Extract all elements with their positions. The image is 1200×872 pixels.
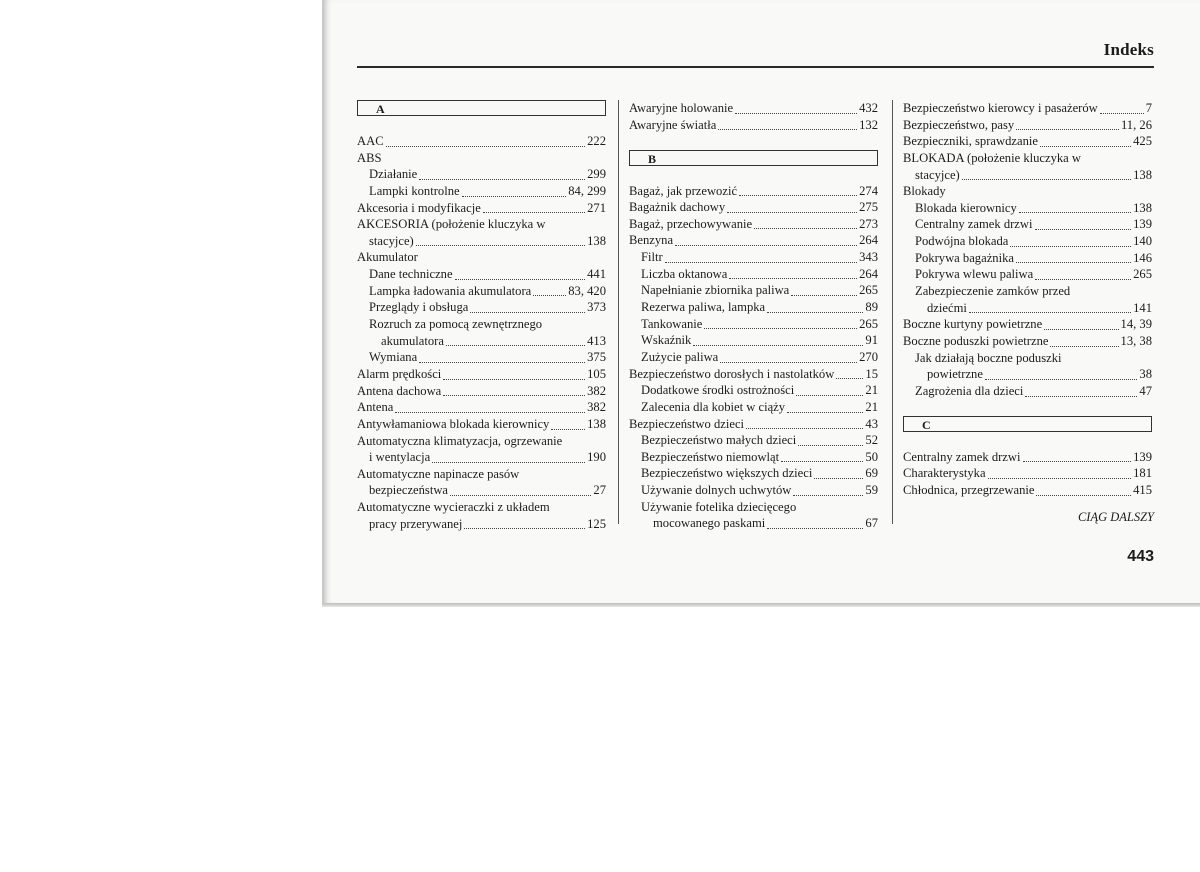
index-entry (357, 399, 606, 416)
index-entry (903, 465, 1152, 482)
leader-dots (693, 345, 863, 346)
index-entry (357, 183, 606, 200)
leader-dots (1050, 346, 1118, 347)
index-entry-term: Lampki kontrolne (369, 183, 460, 198)
leader-dots (962, 179, 1131, 180)
index-entry-page: 132 (859, 117, 878, 132)
index-entry (629, 249, 878, 266)
leader-dots (720, 362, 857, 363)
index-entry-term: Bagaż, jak przewozić (629, 183, 738, 198)
index-entry-term: Antywłamaniowa blokada kierownicy (357, 416, 550, 431)
index-entry (629, 465, 878, 482)
index-entry (357, 266, 606, 283)
index-entry (357, 200, 606, 217)
index-entry (903, 233, 1152, 250)
index-entry (629, 100, 878, 117)
leader-dots (739, 195, 857, 196)
index-entry-page: 375 (587, 350, 606, 365)
index-entry-term: Bagaż, przechowywanie (629, 216, 753, 231)
index-entry-term: AAC (357, 134, 384, 148)
index-entry-term: Napełnianie zbiornika paliwa (641, 283, 790, 298)
index-entry-term: bezpieczeństwa (369, 483, 449, 498)
index-entry (357, 166, 606, 183)
index-entry (357, 366, 606, 383)
index-entry-term: Jak działają boczne poduszki (915, 350, 1062, 365)
index-entry-page: 382 (587, 383, 606, 398)
header-divider (357, 66, 1154, 68)
index-entry-term: Zabezpieczenie zamków przed (915, 284, 1071, 299)
index-entry (357, 482, 606, 499)
leader-dots (787, 412, 863, 413)
leader-dots (798, 445, 863, 446)
leader-dots (1100, 113, 1144, 114)
index-entry (903, 333, 1152, 350)
index-entry-page: 138 (1133, 200, 1152, 215)
index-entry-page: 59 (865, 483, 878, 498)
index-entry-term: Używanie dolnych uchwytów (641, 483, 792, 498)
index-entry-term: Zużycie paliwa (641, 349, 719, 364)
leader-dots (1016, 262, 1131, 263)
index-entry-term: dziećmi (927, 300, 967, 315)
index-entry-term: Bezpieczeństwo kierowcy i pasażerów (903, 101, 1098, 115)
index-entry (903, 100, 1152, 117)
index-column-3 (903, 100, 1152, 499)
index-entry-term: Zalecenia dla kobiet w ciąży (641, 399, 786, 414)
index-entry (357, 316, 606, 333)
leader-dots (727, 212, 857, 213)
index-entry-page: 415 (1133, 483, 1152, 498)
index-entry-page: 141 (1133, 300, 1152, 315)
leader-dots (464, 528, 585, 529)
index-entry (629, 449, 878, 466)
leader-dots (446, 345, 585, 346)
leader-dots (1040, 146, 1131, 147)
index-entry-page: 265 (1133, 267, 1152, 282)
index-entry (903, 266, 1152, 283)
index-entry-term: Boczne kurtyny powietrzne (903, 317, 1043, 332)
index-entry-page: 271 (587, 200, 606, 215)
index-entry-term: Filtr (641, 250, 663, 265)
index-entry (357, 466, 606, 483)
index-entry-page: 441 (587, 267, 606, 282)
index-entry-term: Boczne poduszki powietrzne (903, 333, 1049, 348)
index-entry (357, 499, 606, 516)
section-letter-box: B (629, 150, 878, 166)
index-entry-page: 265 (859, 283, 878, 298)
index-entry-page: 38 (1139, 367, 1152, 382)
index-entry-page: 47 (1139, 383, 1152, 398)
index-entry (903, 383, 1152, 400)
index-entry (357, 433, 606, 450)
index-entry (629, 199, 878, 216)
index-entry-page: 52 (865, 433, 878, 448)
index-entry (357, 349, 606, 366)
index-entry-page: 265 (859, 316, 878, 331)
leader-dots (1035, 229, 1132, 230)
index-entry-page: 343 (859, 250, 878, 265)
index-entry (629, 216, 878, 233)
index-entry (629, 266, 878, 283)
leader-dots (386, 146, 586, 147)
index-entry-page: 43 (865, 416, 878, 431)
leader-dots (729, 278, 857, 279)
index-entry (629, 332, 878, 349)
leader-dots (470, 312, 585, 313)
index-entry-term: Tankowanie (641, 316, 703, 331)
index-entry (903, 449, 1152, 466)
index-entry-term: Alarm prędkości (357, 366, 442, 381)
index-entry-term: Przeglądy i obsługa (369, 300, 469, 315)
index-entry (357, 283, 606, 300)
index-entry (903, 167, 1152, 184)
index-entry-page: 432 (859, 101, 878, 115)
index-entry-term: Chłodnica, przegrzewanie (903, 483, 1035, 498)
index-entry-term: mocowanego paskami (653, 516, 766, 531)
index-entry-term: Wymiana (369, 350, 418, 365)
index-entry-page: 264 (859, 233, 878, 248)
leader-dots (836, 378, 863, 379)
index-entry (903, 366, 1152, 383)
index-entry-term: Automatyczne napinacze pasów (357, 466, 520, 481)
index-entry-term: Antena (357, 400, 394, 415)
index-entry-term: Bezpieczeństwo dorosłych i nastolatków (629, 366, 835, 381)
leader-dots (793, 495, 863, 496)
leader-dots (814, 478, 863, 479)
leader-dots (791, 295, 857, 296)
index-entry-term: Dane techniczne (369, 267, 453, 282)
index-entry-page: 138 (587, 233, 606, 248)
index-entry-term: ABS (357, 150, 382, 165)
index-entry-page: 11, 26 (1120, 117, 1152, 132)
index-entry-term: Rozruch za pomocą zewnętrznego (369, 317, 543, 332)
index-entry (629, 432, 878, 449)
index-entry-page: 67 (865, 516, 878, 531)
leader-dots (675, 245, 857, 246)
column-divider (892, 100, 893, 524)
index-entry-term: Charakterystyka (903, 466, 986, 481)
index-entry-page: 138 (587, 416, 606, 431)
index-entry-page: 138 (1133, 167, 1152, 182)
leader-dots (665, 262, 857, 263)
index-entry (903, 316, 1152, 333)
leader-dots (443, 395, 585, 396)
index-entry (903, 183, 1152, 200)
index-entry-term: Dodatkowe środki ostrożności (641, 383, 795, 398)
index-entry-term: Bezpieczeństwo niemowląt (641, 449, 780, 464)
index-entry-page: 181 (1133, 466, 1152, 481)
index-entry (357, 233, 606, 250)
index-entry-page: 270 (859, 349, 878, 364)
leader-dots (533, 295, 566, 296)
index-entry-term: Bezpieczeństwo, pasy (903, 117, 1015, 132)
index-entry-term: Automatyczne wycieraczki z układem (357, 500, 550, 515)
index-entry-page: 413 (587, 333, 606, 348)
index-entry-term: Blokada kierownicy (915, 200, 1017, 215)
index-entry-page: 91 (865, 333, 878, 348)
index-entry-page: 21 (865, 383, 878, 398)
index-entry-term: Zagrożenia dla dzieci (915, 383, 1024, 398)
index-entry-term: Używanie fotelika dziecięcego (641, 499, 797, 514)
index-entry-page: 425 (1133, 134, 1152, 149)
index-entry (357, 133, 606, 150)
leader-dots (455, 279, 586, 280)
index-entry-term: Akcesoria i modyfikacje (357, 200, 481, 215)
index-entry (357, 416, 606, 433)
index-entry (357, 216, 606, 233)
index-entry-page: 264 (859, 266, 878, 281)
index-entry-page: 50 (865, 449, 878, 464)
index-entry (629, 282, 878, 299)
index-entry (629, 349, 878, 366)
section-letter-box: A (357, 100, 606, 116)
index-entry-page: 7 (1145, 101, 1152, 115)
index-entry-term: Wskaźnik (641, 333, 692, 348)
index-entry-term: Centralny zamek drzwi (903, 449, 1021, 464)
index-entry (903, 216, 1152, 233)
index-entry-term: Antena dachowa (357, 383, 442, 398)
leader-dots (796, 395, 863, 396)
index-entry-page: 125 (587, 516, 606, 531)
index-entry-term: akumulatora (381, 333, 444, 348)
index-entry-term: Pokrywa bagażnika (915, 250, 1014, 265)
index-entry-term: Bezpieczeństwo większych dzieci (641, 466, 813, 481)
index-entry (903, 150, 1152, 167)
index-entry (629, 299, 878, 316)
index-entry (629, 316, 878, 333)
index-entry-term: Bezpieczeństwo dzieci (629, 416, 745, 431)
leader-dots (462, 196, 567, 197)
index-entry-term: pracy przerywanej (369, 516, 463, 531)
index-entry-page: 146 (1133, 250, 1152, 265)
index-entry-term: Bezpieczeństwo małych dzieci (641, 433, 797, 448)
index-entry-page: 15 (865, 366, 878, 381)
index-entry (903, 350, 1152, 367)
index-entry-page: 84, 299 (568, 183, 606, 198)
index-entry (357, 299, 606, 316)
index-entry-term: i wentylacja (369, 450, 431, 465)
index-entry (629, 183, 878, 200)
index-entry (357, 249, 606, 266)
index-entry-page: 275 (859, 200, 878, 215)
index-entry-term: Bagażnik dachowy (629, 200, 726, 215)
index-entry-term: Pokrywa wlewu paliwa (915, 267, 1034, 282)
index-entry-page: 21 (865, 399, 878, 414)
index-entry-term: Blokady (903, 184, 946, 199)
leader-dots (754, 228, 857, 229)
continued-label: CIĄG DALSZY (1077, 510, 1154, 524)
leader-dots (450, 495, 591, 496)
leader-dots (704, 328, 857, 329)
index-entry-term: Akumulator (357, 250, 418, 265)
column-divider (618, 100, 619, 524)
index-entry-term: BLOKADA (położenie kluczyka w (903, 150, 1082, 165)
index-column-1 (357, 100, 606, 532)
index-entry-term: Rezerwa paliwa, lampka (641, 300, 766, 315)
index-entry-term: AKCESORIA (położenie kluczyka w (357, 217, 546, 232)
leader-dots (767, 312, 863, 313)
index-entry (903, 482, 1152, 499)
index-entry-page: 140 (1133, 234, 1152, 249)
leader-dots (483, 212, 585, 213)
index-entry-term: Bezpieczniki, sprawdzanie (903, 134, 1038, 149)
index-entry (629, 515, 878, 532)
leader-dots (718, 129, 857, 130)
index-entry (629, 366, 878, 383)
leader-dots (746, 428, 863, 429)
scan-margin (0, 0, 322, 604)
page-title: Indeks (1103, 40, 1154, 59)
index-entry-term: Automatyczna klimatyzacja, ogrzewanie (357, 433, 563, 448)
index-entry-page: 222 (587, 134, 606, 148)
index-entry (903, 300, 1152, 317)
index-entry-page: 274 (859, 183, 878, 198)
leader-dots (419, 179, 585, 180)
index-entry (357, 383, 606, 400)
index-entry-term: Awaryjne światła (629, 117, 717, 132)
index-entry (357, 150, 606, 167)
index-entry-page: 89 (865, 300, 878, 315)
index-entry-page: 69 (865, 466, 878, 481)
index-entry-term: Awaryjne holowanie (629, 101, 734, 115)
index-entry (903, 283, 1152, 300)
index-entry-page: 373 (587, 300, 606, 315)
index-entry (357, 516, 606, 533)
leader-dots (985, 379, 1137, 380)
index-entry (629, 482, 878, 499)
leader-dots (1019, 212, 1131, 213)
index-entry (903, 200, 1152, 217)
index-entry-term: Benzyna (629, 233, 674, 248)
index-entry-term: Podwójna blokada (915, 234, 1009, 249)
page-number: 443 (1127, 548, 1154, 565)
index-entry (903, 117, 1152, 134)
index-entry-page: 27 (593, 483, 606, 498)
index-entry (357, 333, 606, 350)
index-entry (629, 499, 878, 516)
index-entry-page: 273 (859, 216, 878, 231)
leader-dots (767, 528, 863, 529)
index-entry (629, 382, 878, 399)
page-edge (322, 603, 1200, 607)
index-entry-page: 83, 420 (568, 283, 606, 298)
index-entry-term: Liczba oktanowa (641, 266, 728, 281)
index-entry-term: powietrzne (927, 367, 983, 382)
leader-dots (395, 412, 585, 413)
index-entry (629, 399, 878, 416)
index-entry (903, 133, 1152, 150)
leader-dots (419, 362, 585, 363)
leader-dots (969, 312, 1131, 313)
index-entry-term: stacyjce) (915, 167, 960, 182)
leader-dots (432, 462, 585, 463)
section-letter-box: C (903, 416, 1152, 432)
index-entry-term: Działanie (369, 167, 418, 182)
leader-dots (443, 379, 585, 380)
index-entry-page: 139 (1133, 449, 1152, 464)
index-entry-page: 190 (587, 450, 606, 465)
index-entry (357, 449, 606, 466)
index-entry-page: 299 (587, 167, 606, 182)
leader-dots (1016, 129, 1119, 130)
leader-dots (1035, 279, 1131, 280)
leader-dots (551, 429, 585, 430)
leader-dots (1036, 495, 1131, 496)
index-entry-term: Centralny zamek drzwi (915, 217, 1033, 232)
index-entry (629, 117, 878, 134)
index-entry-page: 139 (1133, 217, 1152, 232)
index-entry-page: 382 (587, 400, 606, 415)
index-entry (629, 416, 878, 433)
leader-dots (1023, 461, 1132, 462)
index-entry-page: 13, 38 (1120, 333, 1152, 348)
index-entry (629, 232, 878, 249)
leader-dots (1010, 246, 1131, 247)
leader-dots (988, 478, 1132, 479)
index-entry-page: 105 (587, 366, 606, 381)
leader-dots (416, 245, 585, 246)
index-entry-page: 14, 39 (1120, 317, 1152, 332)
leader-dots (1025, 396, 1137, 397)
leader-dots (781, 461, 863, 462)
index-entry-term: stacyjce) (369, 233, 414, 248)
leader-dots (735, 113, 857, 114)
leader-dots (1044, 329, 1118, 330)
index-entry (903, 250, 1152, 267)
index-column-2 (629, 100, 878, 532)
index-entry-term: Lampka ładowania akumulatora (369, 283, 532, 298)
